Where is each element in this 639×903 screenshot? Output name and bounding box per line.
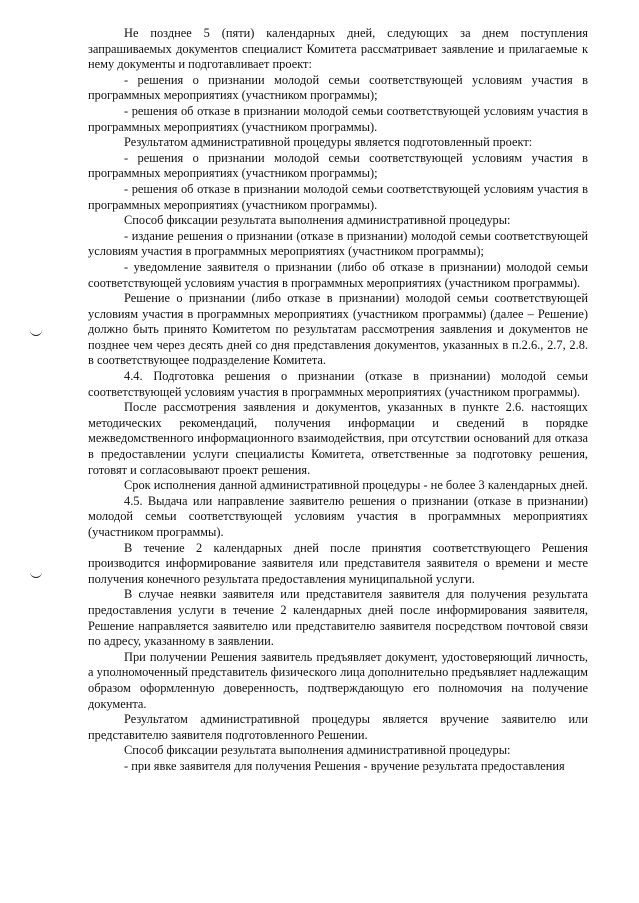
list-item: - решения о признании молодой семьи соответствующей условиям участия в программных мероприятиях (участником программы); xyxy=(88,72,588,103)
paragraph: Срок исполнения данной административной процедуры - не более 3 календарных дней. xyxy=(124,478,588,493)
binder-hole-mark-bottom xyxy=(30,572,42,578)
paragraph: Результатом административной процедуры является подготовленный проект: xyxy=(124,135,533,150)
paragraph: Решение о признании (либо отказе в признании) молодой семьи соответствующей условиям участия в программных мероприятиях (участником программы) (далее – Решение) должно быть принято Комитетом по результатам рассмотрения заявления и документов не позднее чем через десять дней со дня представления документов, указанных в п.2.6., 2.7, 2.8. в соответствующее подразделение Комитета. xyxy=(88,291,588,368)
list-item: - решения об отказе в признании молодой семьи соответствующей условиям участия в программных мероприятиях (участником программы). xyxy=(88,181,588,212)
section-heading: 4.4. Подготовка решения о признании (отказе в признании) молодой семьи соответствующей условиям участия в программных мероприятиях (участником программы). xyxy=(88,369,588,399)
list-item: - уведомление заявителя о признании (либо об отказе в признании) молодой семьи соответствующей условиям участия в программных мероприятиях (участником программы). xyxy=(88,259,588,290)
list-item: - при явке заявителя для получения Решения - вручение результата предоставления xyxy=(124,758,565,773)
paragraph: При получении Решения заявитель предъявляет документ, удостоверяющий личность, а уполномоченный представитель физического лица дополнительно предъявляет надлежащим образом оформленную доверенность, подтверждающую его полномочия на получение документа. xyxy=(88,649,588,711)
paragraph: В случае неявки заявителя или представителя заявителя для получения результата предоставления услуги в течение 2 календарных дней после информирования заявителя, Решение направляется заявителю или представителю заявителя посредством почтовой связи по адресу, указанному в заявлении. xyxy=(88,587,588,649)
paragraph: Способ фиксации результата выполнения административной процедуры: xyxy=(124,213,511,228)
paragraph: Результатом административной процедуры является вручение заявителю или представителю заявителя подготовленного Решении. xyxy=(88,712,588,742)
section-heading: 4.5. Выдача или направление заявителю решения о признании (отказе в признании) молодой семьи соответствующей условиям участия в программных мероприятиях (участником программы). xyxy=(88,493,588,539)
list-item: - решения о признании молодой семьи соответствующей условиям участия в программных мероприятиях (участником программы); xyxy=(88,150,588,181)
paragraph: Не позднее 5 (пяти) календарных дней, следующих за днем поступления запрашиваемых документов специалист Комитета рассматривает заявление и прилагаемые к нему документы и подготавливает проект: xyxy=(88,26,588,72)
list-item: - решения об отказе в признании молодой семьи соответствующей условиям участия в программных мероприятиях (участником программы). xyxy=(88,103,588,134)
document-page xyxy=(88,26,588,775)
paragraph: После рассмотрения заявления и документов, указанных в пункте 2.6. настоящих методических рекомендаций, получения информации и сведений в порядке межведомственного информационного взаимодействия, при отсутствии оснований для отказа в предоставлении услуги специалисты Комитета, ответственные за подготовку решения, готовят и согласовывают проект решения. xyxy=(88,400,588,477)
list-item: - издание решения о признании (отказе в признании) молодой семьи соответствующей условиям участия в программных мероприятиях (участником программы); xyxy=(88,228,588,259)
paragraph: В течение 2 календарных дней после принятия соответствующего Решения производится информирование заявителя или представителя заявителя о времени и месте получения конечного результата предоставления муниципальной услуги. xyxy=(88,540,588,586)
paragraph: Способ фиксации результата выполнения административной процедуры: xyxy=(124,743,511,758)
binder-hole-mark-top xyxy=(30,330,42,336)
